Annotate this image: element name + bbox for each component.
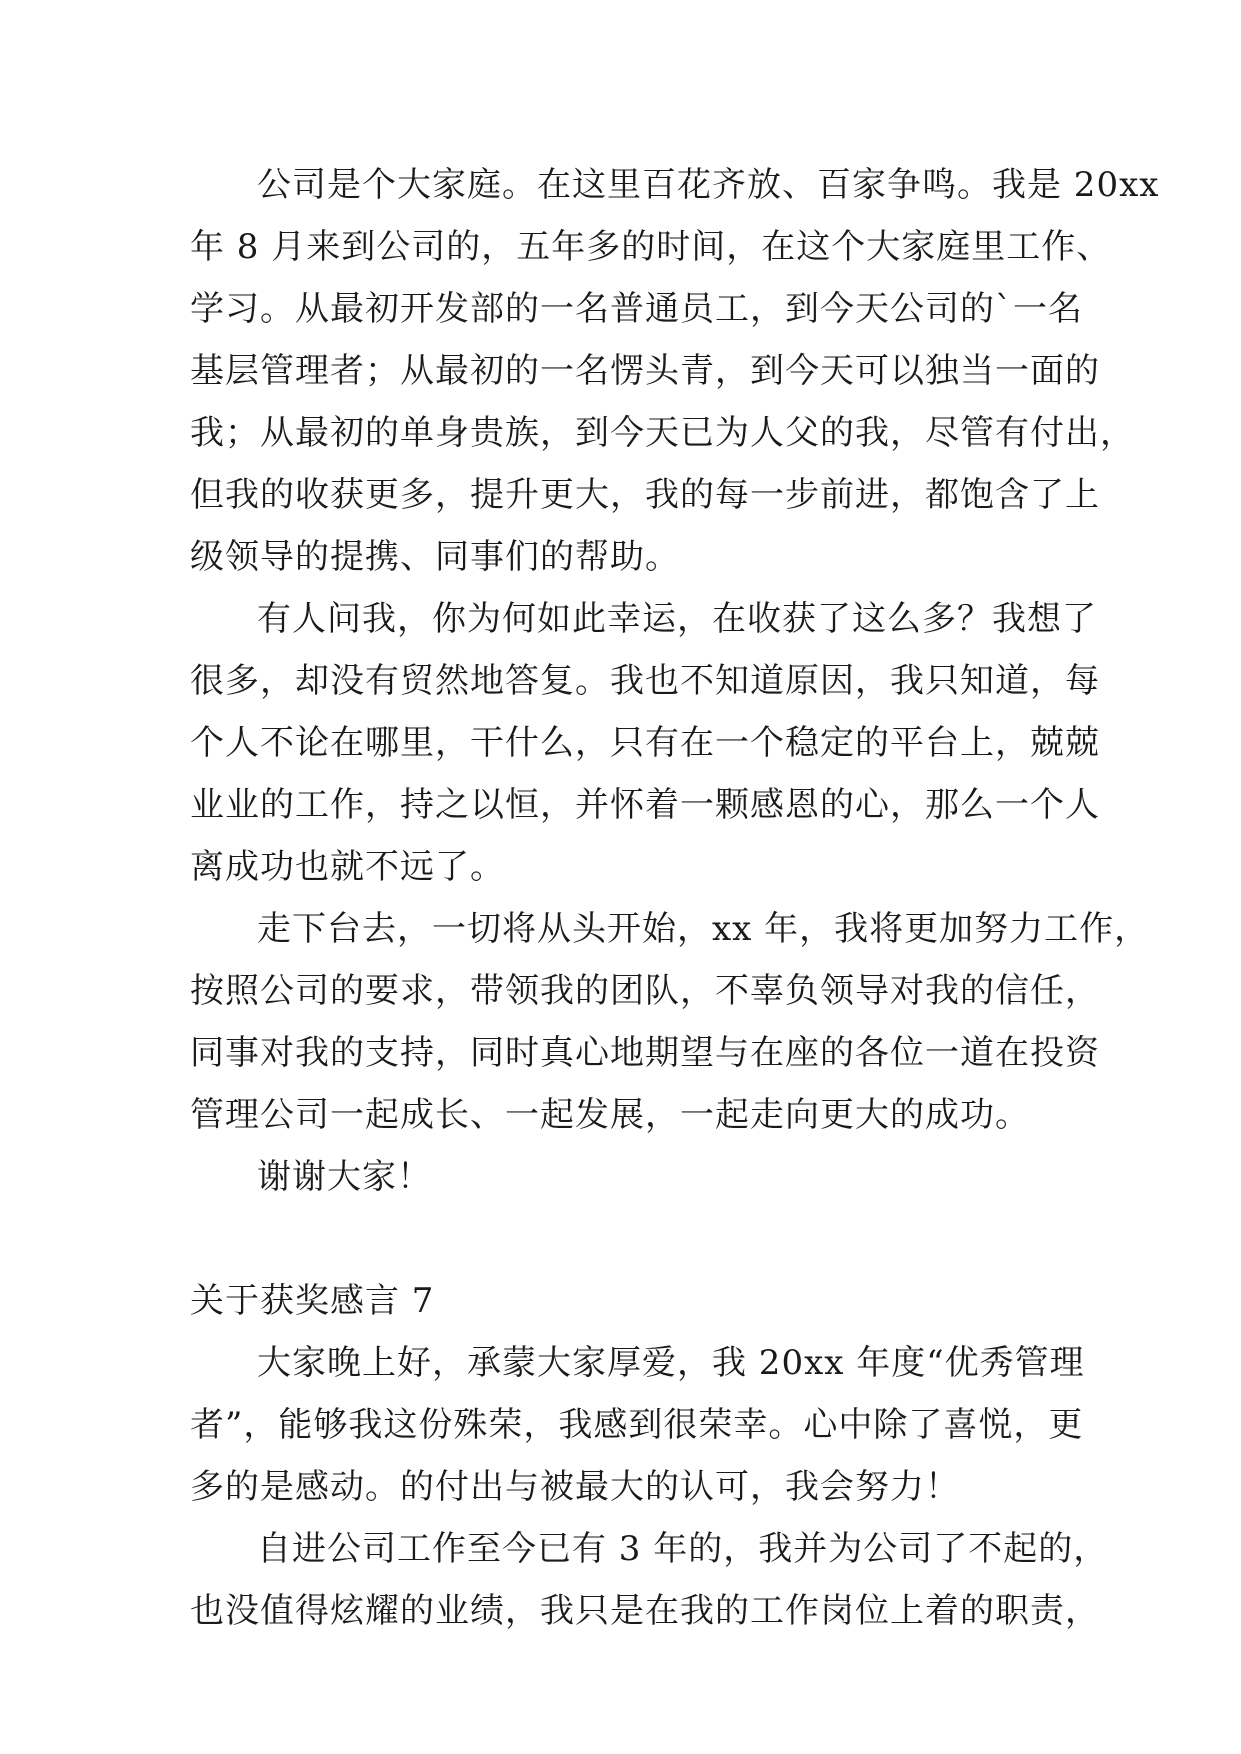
paragraph-1-line-4: 基层管理者；从最初的一名愣头青，到今天可以独当一面的 (190, 351, 1100, 391)
paragraph-2-line-4: 业业的工作，持之以恒，并怀着一颗感恩的心，那么一个人 (190, 785, 1100, 825)
paragraph-2-line-3: 个人不论在哪里，干什么，只有在一个稳定的平台上，兢兢 (190, 723, 1100, 763)
paragraph-1-line-2: 年 8 月来到公司的，五年多的时间，在这个大家庭里工作、 (190, 227, 1112, 267)
paragraph-6-line-2: 也没值得炫耀的业绩，我只是在我的工作岗位上着的职责， (190, 1591, 1100, 1631)
paragraph-2-line-2: 很多，却没有贸然地答复。我也不知道原因，我只知道，每 (190, 661, 1100, 701)
paragraph-1-line-6: 但我的收获更多，提升更大，我的每一步前进，都饱含了上 (190, 475, 1100, 515)
paragraph-2-line-5: 离成功也就不远了。 (190, 847, 505, 887)
paragraph-4-line-1: 谢谢大家！ (257, 1157, 432, 1197)
paragraph-3-line-2: 按照公司的要求，带领我的团队，不辜负领导对我的信任， (190, 971, 1100, 1011)
paragraph-1-line-3: 学习。从最初开发部的一名普通员工，到今天公司的`一名 (190, 289, 1083, 329)
paragraph-5-line-1: 大家晚上好，承蒙大家厚爱，我 20xx 年度“优秀管理 (257, 1343, 1085, 1383)
paragraph-3-line-1: 走下台去，一切将从头开始，xx 年，我将更加努力工作， (257, 909, 1150, 949)
paragraph-6-line-1: 自进公司工作至今已有 3 年的，我并为公司了不起的， (257, 1529, 1109, 1569)
paragraph-1-line-5: 我；从最初的单身贵族，到今天已为人父的我，尽管有付出， (190, 413, 1135, 453)
paragraph-3-line-3: 同事对我的支持，同时真心地期望与在座的各位一道在投资 (190, 1033, 1100, 1073)
paragraph-1-line-1: 公司是个大家庭。在这里百花齐放、百家争鸣。我是 20xx (257, 165, 1160, 205)
paragraph-5-line-2: 者”，能够我这份殊荣，我感到很荣幸。心中除了喜悦，更 (190, 1405, 1084, 1445)
section-heading: 关于获奖感言 7 (190, 1281, 435, 1321)
paragraph-1-line-7: 级领导的提携、同事们的帮助。 (190, 537, 680, 577)
paragraph-3-line-4: 管理公司一起成长、一起发展，一起走向更大的成功。 (190, 1095, 1030, 1135)
paragraph-2-line-1: 有人问我，你为何如此幸运，在收获了这么多？我想了 (257, 599, 1097, 639)
paragraph-5-line-3: 多的是感动。的付出与被最大的认可，我会努力！ (190, 1467, 960, 1507)
